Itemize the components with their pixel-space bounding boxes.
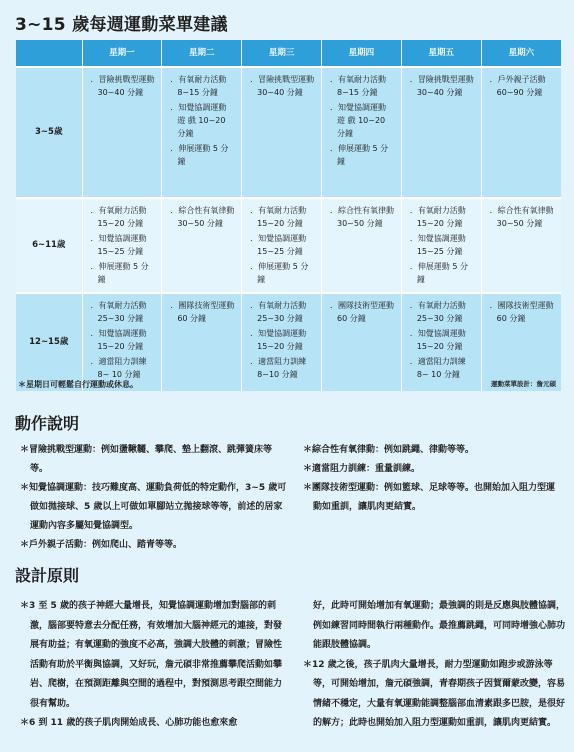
schedule-cell xyxy=(481,198,561,293)
weekly-schedule-table xyxy=(16,40,561,391)
schedule-row-3-5 xyxy=(16,67,561,198)
activity-item: ． 有氧耐力活動 25~30 分鐘 xyxy=(91,299,156,325)
schedule-cell xyxy=(82,198,162,293)
actions-right-column xyxy=(303,441,563,517)
action-definition: ＊ 綜合性有氧律動：例如跳繩、律動等等。 xyxy=(303,441,563,460)
activity-item: ． 綜合性有氧律動 30~50 分鐘 xyxy=(330,204,395,230)
schedule-row-6-11 xyxy=(16,198,561,293)
activity-item: ． 冒險挑戰型運動 30~40 分鐘 xyxy=(250,73,315,99)
day-header: 星期六 xyxy=(481,40,561,67)
activity-item: ． 綜合性有氧律動 30~50 分鐘 xyxy=(490,204,555,230)
schedule-cell xyxy=(242,293,322,391)
activity-item: ． 知覺協調運動 遊 戲 10~20 分鐘 xyxy=(330,101,395,140)
activity-item: ． 知覺協調運動 15~20 分鐘 xyxy=(91,327,156,353)
activity-item: ． 適當阻力訓練 8~10 分鐘 xyxy=(250,355,315,381)
activity-item: ． 知覺協調運動 15~25 分鐘 xyxy=(91,232,156,258)
schedule-cell xyxy=(242,198,322,293)
schedule-cell xyxy=(242,67,322,198)
schedule-cell xyxy=(401,67,481,198)
activity-item: ． 伸展運動 5 分鐘 xyxy=(91,260,156,286)
page-title: 3~15 歲每週運動菜單建議 xyxy=(15,15,228,35)
activity-item: ． 有氧耐力活動 8~15 分鐘 xyxy=(330,73,395,99)
activity-item: ． 團隊技術型運動 60 分鐘 xyxy=(170,299,235,325)
action-definition: ＊ 冒險挑戰型運動：例如盪鞦韆、攀爬、墊上翻滾、跳彈簧床等等。 xyxy=(20,441,288,479)
schedule-cell xyxy=(401,293,481,391)
schedule-cell xyxy=(481,67,561,198)
principle-paragraph: ＊ 6 到 11 歲的孩子肌肉開始成長、心肺功能也愈來愈 xyxy=(20,714,288,734)
age-label: 12~15歲 xyxy=(16,293,82,391)
section-heading-actions: 動作說明 xyxy=(15,414,80,433)
activity-item: ． 有氧耐力活動 15~20 分鐘 xyxy=(91,204,156,230)
activity-item: ． 適當阻力訓練 8~ 10 分鐘 xyxy=(410,355,475,381)
activity-item: ． 有氧耐力活動 25~30 分鐘 xyxy=(410,299,475,325)
activity-item: ． 團隊技術型運動 60 分鐘 xyxy=(330,299,395,325)
principle-paragraph: ＊ 3 至 5 歲的孩子神經大量增長，知覺協調運動增加對腦部的刺激，腦部要特意去分配任務，有效增加大腦神經元的連接，對發展有助益；有氧運動的強度不必高，強調大肢體的刺激；冒險性活動有助於平衡與協調，又好玩，詹元碩非常推薦攀爬活動如攀岩、爬樹，在預測距離與空間的過程中，對預測思考跟空間能力很有幫助。 xyxy=(20,597,288,714)
activity-item: ． 知覺協調運動 15~20 分鐘 xyxy=(410,327,475,353)
activity-item: ． 知覺協調運動 15~25 分鐘 xyxy=(250,232,315,258)
action-definition: ＊ 戶外親子活動：例如爬山、踏青等等。 xyxy=(20,536,288,555)
activity-item: ． 有氧耐力活動 25~30 分鐘 xyxy=(250,299,315,325)
sunday-note: ＊星期日可輕鬆自行運動或休息。 xyxy=(18,380,138,389)
schedule-cell xyxy=(162,293,242,391)
activity-item: ． 綜合性有氧律動 30~50 分鐘 xyxy=(170,204,235,230)
action-definition: ＊ 適當阻力訓練：重量訓練。 xyxy=(303,460,563,479)
activity-item: ． 戶外親子活動 60~90 分鐘 xyxy=(490,73,555,99)
activity-item: ． 伸展運動 5 分鐘 xyxy=(170,142,235,168)
schedule-cell xyxy=(162,67,242,198)
activity-item: ． 伸展運動 5 分鐘 xyxy=(250,260,315,286)
day-header: 星期四 xyxy=(321,40,401,67)
schedule-header-row xyxy=(16,40,561,67)
schedule-cell xyxy=(162,198,242,293)
corner-cell xyxy=(16,40,82,67)
principle-paragraph: ＊ 12 歲之後，孩子肌肉大量增長，耐力型運動如跑步或游泳等等，可開始增加，詹元碩強調，青春期孩子因賀爾蒙改變，容易情緒不穩定，大量有氧運動能調整腦部血清素跟多巴胺，是很好的解方；此時也開始加入阻力型運動如重訓，讓肌肉更結實。 xyxy=(303,656,565,734)
actions-left-column xyxy=(20,441,288,555)
schedule-cell xyxy=(82,67,162,198)
principle-continuation: 好，此時可開始增加有氧運動；最強調的則是反應與肢體協調，例如練習同時間執行兩種動作。最推薦跳繩，可同時增強心肺功能跟肢體協調。 xyxy=(313,601,566,650)
activity-item: ． 知覺協調運動 15~25 分鐘 xyxy=(410,232,475,258)
activity-item: ． 伸展運動 5 分鐘 xyxy=(410,260,475,286)
activity-item: ． 冒險挑戰型運動 30~40 分鐘 xyxy=(91,73,156,99)
activity-item: ． 冒險挑戰型運動 30~40 分鐘 xyxy=(410,73,475,99)
day-header: 星期二 xyxy=(162,40,242,67)
schedule-cell xyxy=(321,293,401,391)
activity-item: ． 有氧耐力活動 15~20 分鐘 xyxy=(410,204,475,230)
activity-item: ． 知覺協調運動 15~20 分鐘 xyxy=(250,327,315,353)
schedule-cell xyxy=(481,293,561,391)
activity-item: ． 有氧耐力活動 15~20 分鐘 xyxy=(250,204,315,230)
activity-item: ． 團隊技術型運動 60 分鐘 xyxy=(490,299,555,325)
action-definition: ＊ 團隊技術型運動：例如籃球、足球等等。也開始加入阻力型運動如重訓，讓肌肉更結實。 xyxy=(303,479,563,517)
schedule-row-12-15 xyxy=(16,293,561,391)
schedule-cell xyxy=(401,198,481,293)
designer-credit: 運動菜單設計：詹元碩 xyxy=(491,380,556,388)
action-definition: ＊ 知覺協調運動：技巧難度高、運動負荷低的特定動作，3~5 歲可做如拋接球、5 歲以上可做如單腳站立拋接球等等，前述的居家運動內容多屬知覺協調型。 xyxy=(20,479,288,536)
activity-item: ． 知覺協調運動 遊 戲 10~20 分鐘 xyxy=(170,101,235,140)
age-label: 6~11歲 xyxy=(16,198,82,293)
activity-item: ． 伸展運動 5 分鐘 xyxy=(330,142,395,168)
activity-item: ． 有氧耐力活動 8~15 分鐘 xyxy=(170,73,235,99)
day-header: 星期五 xyxy=(401,40,481,67)
day-header: 星期三 xyxy=(242,40,322,67)
day-header: 星期一 xyxy=(82,40,162,67)
schedule-cell xyxy=(321,67,401,198)
section-heading-principles: 設計原則 xyxy=(15,566,80,585)
principles-left-column xyxy=(20,597,288,734)
schedule-cell xyxy=(321,198,401,293)
age-label: 3~5歲 xyxy=(16,67,82,198)
activity-item: ． 適當阻力訓練 8~ 10 分鐘 xyxy=(91,355,156,381)
principles-right-column xyxy=(303,597,565,734)
schedule-cell xyxy=(82,293,162,391)
